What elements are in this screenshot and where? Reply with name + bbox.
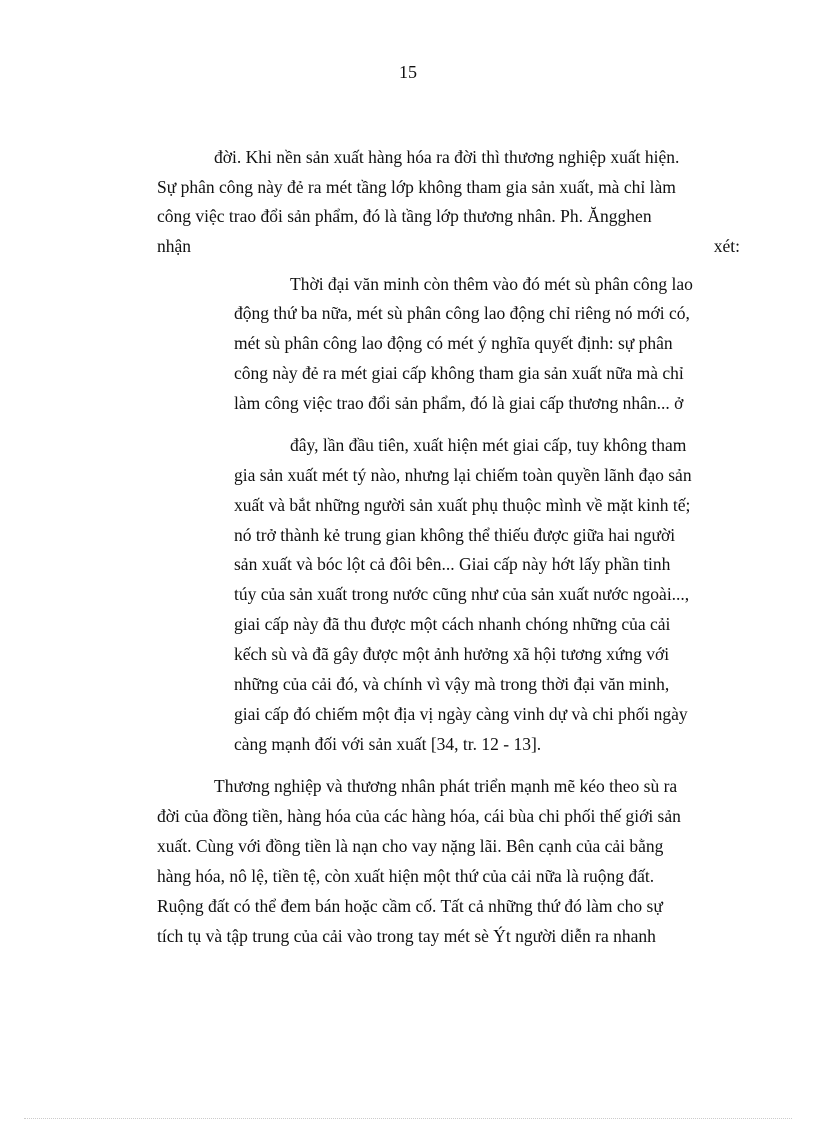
paragraph-line: Ruộng đất có thể đem bán hoặc cầm cố. Tất cả những thứ đó làm cho sự (157, 896, 663, 916)
quote-line: kếch sù và đã gây được một ảnh hưởng xã hội tương xứng với (234, 644, 670, 664)
quote-line: sản xuất và bóc lột cả đôi bên... Giai cấp này hớt lấy phần tinh (234, 554, 671, 574)
quote-line: mét sù phân công lao động có mét ý nghĩa quyết định: sự phân (234, 333, 673, 353)
paragraph-line: đời. Khi nền sản xuất hàng hóa ra đời thì thương nghiệp xuất hiện. (214, 147, 680, 167)
quote-line: những của cải đó, và chính vì vậy mà trong thời đại văn minh, (234, 674, 670, 694)
quote-line: xuất và bắt những người sản xuất phụ thuộc mình về mặt kinh tế; (234, 495, 691, 515)
quote-line: càng mạnh đối với sản xuất [34, tr. 12 - 13]. (234, 734, 542, 754)
quote-line: làm công việc trao đổi sản phẩm, đó là giai cấp thương nhân... ở (234, 393, 684, 413)
paragraph-line: hàng hóa, nô lệ, tiền tệ, còn xuất hiện một thứ của cải nữa là ruộng đất. (157, 866, 655, 886)
paragraph-line: tích tụ và tập trung của cải vào trong tay mét sè Ýt người diễn ra nhanh (157, 926, 656, 946)
paragraph-line-justified (157, 232, 740, 260)
quote-line: giai cấp đó chiếm một địa vị ngày càng vinh dự và chi phối ngày (234, 704, 688, 724)
quote-line: động thứ ba nữa, mét sù phân công lao động chỉ riêng nó mới có, (234, 303, 690, 323)
quote-line: công này đẻ ra mét giai cấp không tham gia sản xuất nữa mà chỉ (234, 363, 684, 383)
paragraph-line: Sự phân công này đẻ ra mét tầng lớp không tham gia sản xuất, mà chỉ làm (157, 177, 676, 197)
paragraph-word: xét: (713, 236, 740, 256)
quote-line: nó trở thành kẻ trung gian không thể thiếu được giữa hai người (234, 525, 676, 545)
paragraph-word: nhận (157, 236, 192, 256)
quote-line: gia sản xuất mét tý nào, nhưng lại chiếm toàn quyền lãnh đạo sản (234, 465, 692, 485)
paragraph-line: xuất. Cùng với đồng tiền là nạn cho vay nặng lãi. Bên cạnh của cải bằng (157, 836, 664, 856)
quote-line: đây, lần đầu tiên, xuất hiện mét giai cấp, tuy không tham (290, 435, 687, 455)
quote-line: Thời đại văn minh còn thêm vào đó mét sù phân công lao (290, 274, 693, 294)
page-number: 15 (399, 62, 417, 82)
paragraph-line: đời của đồng tiền, hàng hóa của các hàng hóa, cái bùa chi phối thế giới sản (157, 806, 681, 826)
paragraph-line: công việc trao đổi sản phẩm, đó là tầng lớp thương nhân. Ph. Ăngghen (157, 206, 652, 226)
quote-line: túy của sản xuất trong nước cũng như của sản xuất nước ngoài..., (234, 584, 690, 604)
page-bottom-rule (24, 1118, 792, 1119)
quote-line: giai cấp này đã thu được một cách nhanh chóng những của cải (234, 614, 671, 634)
paragraph-line: Thương nghiệp và thương nhân phát triển mạnh mẽ kéo theo sù ra (214, 776, 678, 796)
